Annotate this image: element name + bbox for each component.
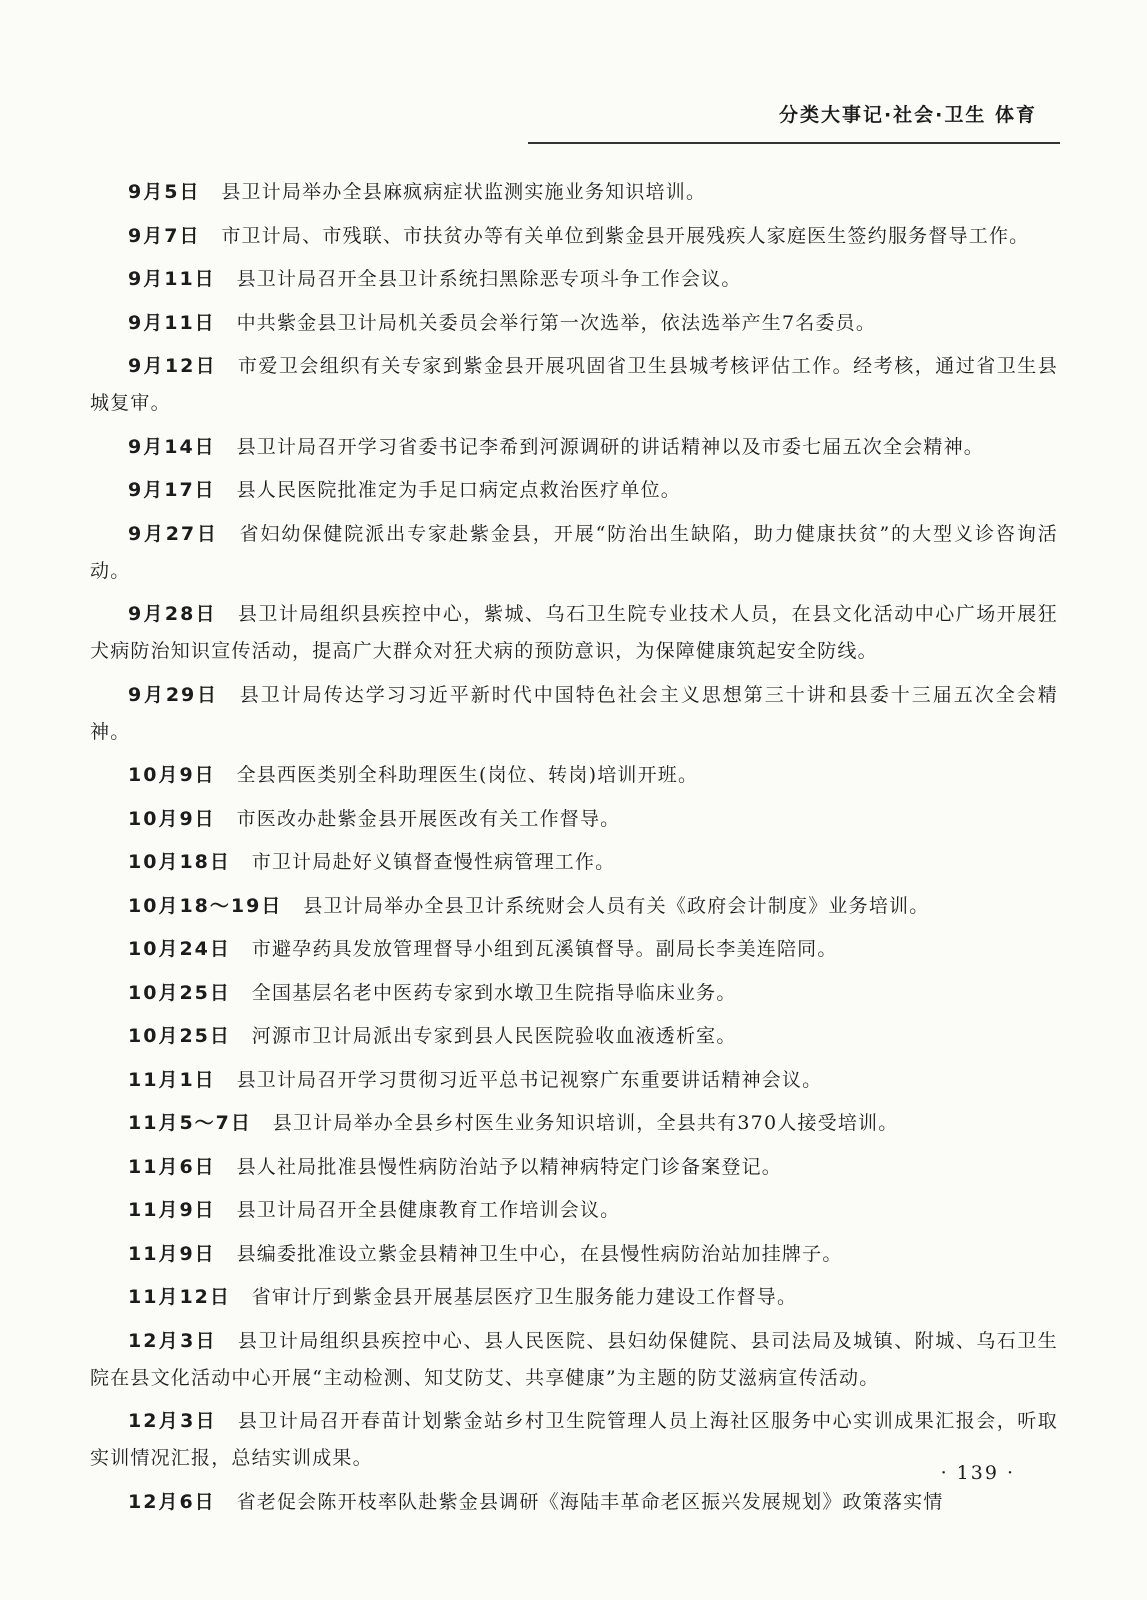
entry-date: 9月12日 xyxy=(128,355,217,377)
entry-text: 县人社局批准县慢性病防治站予以精神病特定门诊备案登记。 xyxy=(236,1155,782,1178)
entry-text: 县卫计局召开学习省委书记李希到河源调研的讲话精神以及市委七届五次全会精神。 xyxy=(236,435,984,458)
chronicle-entry xyxy=(90,472,1058,509)
page-number: · 139 · xyxy=(940,1462,1015,1484)
entry-date: 11月5～7日 xyxy=(128,1112,252,1134)
entry-text: 县卫计局召开全县健康教育工作培训会议。 xyxy=(236,1199,621,1221)
entry-text: 全县西医类别全科助理医生(岗位、转岗)培训开班。 xyxy=(236,764,699,786)
entry-date: 11月6日 xyxy=(128,1155,216,1178)
chronicle-entry xyxy=(90,429,1058,466)
header-rule xyxy=(528,142,1060,144)
entry-date: 9月14日 xyxy=(128,435,216,458)
entry-date: 10月25日 xyxy=(128,1025,231,1047)
chronicle-entry xyxy=(90,516,1058,590)
entry-text: 中共紫金县卫计局机关委员会举行第一次选举，依法选举产生7名委员。 xyxy=(236,311,877,334)
running-title: 分类大事记·社会·卫生 体育 xyxy=(778,104,1037,126)
entry-text: 县卫计局召开春苗计划紫金站乡村卫生院管理人员上海社区服务中心实训成果汇报会，听取实训情况汇报，总结实训成果。 xyxy=(90,1410,1058,1469)
chronicle-entry xyxy=(90,1062,1058,1099)
entry-text: 县编委批准设立紫金县精神卫生中心，在县慢性病防治站加挂牌子。 xyxy=(236,1242,843,1265)
chronicle-entry xyxy=(90,1323,1058,1397)
entry-text: 县卫计局组织县疾控中心、县人民医院、县妇幼保健院、县司法局及城镇、附城、乌石卫生院在县文化活动中心开展“主动检测、知艾防艾、共享健康”为主题的防艾滋病宣传活动。 xyxy=(90,1329,1058,1389)
chronicle-entry xyxy=(90,757,1058,794)
chronicle-entry xyxy=(90,844,1058,881)
entry-text: 县卫计局举办全县乡村医生业务知识培训，全县共有370人接受培训。 xyxy=(272,1112,899,1134)
entry-date: 11月9日 xyxy=(128,1242,216,1265)
entry-date: 11月9日 xyxy=(128,1199,216,1221)
entry-text: 市爱卫会组织有关专家到紫金县开展巩固省卫生县城考核评估工作。经考核，通过省卫生县城复审。 xyxy=(90,355,1058,414)
entry-date: 9月7日 xyxy=(128,224,201,247)
entry-date: 10月9日 xyxy=(128,807,216,830)
entry-text: 省审计厅到紫金县开展基层医疗卫生服务能力建设工作督导。 xyxy=(251,1286,798,1308)
chronicle-entry xyxy=(90,348,1058,422)
entry-date: 9月17日 xyxy=(128,479,216,501)
entry-text: 县卫计局举办全县卫计系统财会人员有关《政府会计制度》业务培训。 xyxy=(303,894,930,917)
chronicle-entry xyxy=(90,1018,1058,1055)
chronicle-entry xyxy=(90,261,1058,298)
entry-text: 河源市卫计局派出专家到县人民医院验收血液透析室。 xyxy=(251,1025,737,1047)
entry-text: 省妇幼保健院派出专家赴紫金县，开展“防治出生缺陷，助力健康扶贫”的大型义诊咨询活动。 xyxy=(90,522,1058,582)
entry-date: 12月3日 xyxy=(128,1329,217,1352)
entry-date: 9月11日 xyxy=(128,268,216,290)
entry-text: 县人民医院批准定为手足口病定点救治医疗单位。 xyxy=(236,479,681,501)
entry-text: 县卫计局组织县疾控中心，紫城、乌石卫生院专业技术人员，在县文化活动中心广场开展狂犬病防治知识宣传活动，提高广大群众对狂犬病的预防意识，为保障健康筑起安全防线。 xyxy=(90,603,1058,662)
entry-text: 市卫计局、市残联、市扶贫办等有关单位到紫金县开展残疾人家庭医生签约服务督导工作。 xyxy=(221,224,1030,247)
chronicle-entry xyxy=(90,888,1058,925)
entry-date: 10月18日 xyxy=(128,851,231,873)
entry-text: 县卫计局举办全县麻疯病症状监测实施业务知识培训。 xyxy=(221,181,707,203)
entry-date: 10月25日 xyxy=(128,981,231,1004)
chronicle-entry xyxy=(90,801,1058,838)
entry-text: 县卫计局召开全县卫计系统扫黑除恶专项斗争工作会议。 xyxy=(236,268,742,290)
chronicle-entry xyxy=(90,1279,1058,1316)
chronicle-entry xyxy=(90,677,1058,751)
chronicle-entry xyxy=(90,1484,1058,1521)
chronicle-entry xyxy=(90,1192,1058,1229)
chronicle-entry xyxy=(90,931,1058,968)
entry-date: 10月18～19日 xyxy=(128,894,283,917)
chronicle-entry xyxy=(90,1149,1058,1186)
chronicle-entry xyxy=(90,596,1058,670)
entry-date: 10月24日 xyxy=(128,938,231,960)
chronicle-entry xyxy=(90,218,1058,255)
chronicle-entry xyxy=(90,174,1058,211)
entry-text: 市医改办赴紫金县开展医改有关工作督导。 xyxy=(236,807,621,830)
entry-date: 9月5日 xyxy=(128,181,201,203)
entry-date: 11月12日 xyxy=(128,1286,231,1308)
entry-date: 9月27日 xyxy=(128,522,219,545)
chronicle-entry xyxy=(90,1236,1058,1273)
entry-date: 9月28日 xyxy=(128,603,217,625)
entry-text: 市避孕药具发放管理督导小组到瓦溪镇督导。副局长李美连陪同。 xyxy=(251,938,838,960)
entry-date: 12月6日 xyxy=(128,1490,216,1513)
entry-text: 市卫计局赴好义镇督查慢性病管理工作。 xyxy=(251,851,616,873)
entry-text: 县卫计局传达学习习近平新时代中国特色社会主义思想第三十讲和县委十三届五次全会精神。 xyxy=(90,683,1058,743)
entry-text: 县卫计局召开学习贯彻习近平总书记视察广东重要讲话精神会议。 xyxy=(236,1068,823,1091)
chronicle-entry xyxy=(90,1403,1058,1477)
chronicle-entry xyxy=(90,1105,1058,1142)
entry-date: 10月9日 xyxy=(128,764,216,786)
entry-date: 11月1日 xyxy=(128,1068,216,1091)
entry-date: 12月3日 xyxy=(128,1410,217,1432)
entry-date: 9月11日 xyxy=(128,311,216,334)
entry-text: 省老促会陈开枝率队赴紫金县调研《海陆丰革命老区振兴发展规划》政策落实情 xyxy=(236,1490,944,1513)
entry-text: 全国基层名老中医药专家到水墩卫生院指导临床业务。 xyxy=(251,981,737,1004)
chronicle-entry xyxy=(90,305,1058,342)
chronicle-entries xyxy=(90,174,1058,1527)
entry-date: 9月29日 xyxy=(128,683,219,706)
chronicle-entry xyxy=(90,975,1058,1012)
